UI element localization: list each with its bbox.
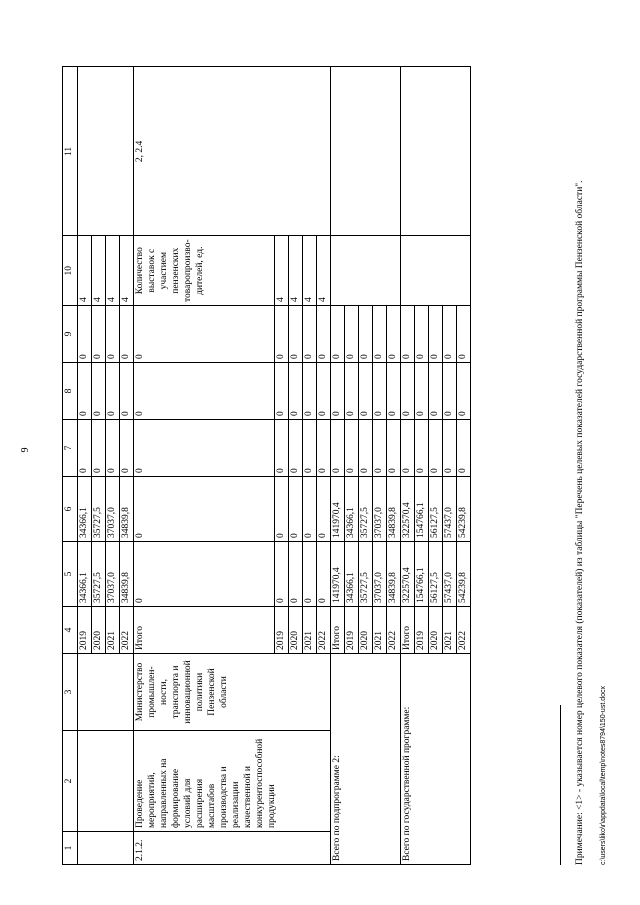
table-cell: 0	[331, 306, 345, 363]
table-cell: 0	[443, 420, 457, 477]
table-cell: 0	[345, 420, 359, 477]
table-cell	[78, 731, 134, 832]
table-cell: 34839,8	[120, 542, 134, 607]
column-header: 8	[63, 363, 78, 420]
table-cell: 34366,1	[345, 542, 359, 607]
table-cell: 2022	[457, 607, 471, 654]
table-cell: 0	[415, 363, 429, 420]
table-cell: 2019	[345, 607, 359, 654]
table-cell: 0	[92, 363, 106, 420]
indicator-reference: 2, 2.4	[134, 67, 331, 236]
table-cell: 2019	[275, 607, 289, 654]
table-cell: 2020	[92, 607, 106, 654]
table-cell: 0	[359, 306, 373, 363]
table-cell: 4	[92, 236, 106, 306]
table-cell: 0	[415, 420, 429, 477]
column-header: 7	[63, 420, 78, 477]
table-cell: 0	[106, 420, 120, 477]
table-row	[134, 67, 275, 865]
table-cell	[401, 236, 471, 306]
table-cell: 2022	[120, 607, 134, 654]
table-cell: 0	[289, 363, 303, 420]
table-row	[401, 67, 415, 865]
table-cell	[78, 654, 134, 731]
table-cell	[331, 236, 401, 306]
file-path: c:\users\liko\r\appdata\local\temp\notes8794\150-ust.docx	[600, 686, 607, 865]
table-cell: 0	[429, 363, 443, 420]
table-cell: 0	[331, 363, 345, 420]
table-cell: 0	[120, 363, 134, 420]
table-row	[78, 67, 92, 865]
table-cell: 0	[134, 420, 275, 477]
table-cell: 0	[275, 542, 289, 607]
table-cell: 34366,1	[78, 477, 92, 542]
table-cell	[401, 67, 471, 236]
table-cell: 322570,4	[401, 477, 415, 542]
table-cell: 2021	[443, 607, 457, 654]
table-cell: 0	[134, 477, 275, 542]
table-cell: 2021	[106, 607, 120, 654]
measure-number: 2.1.2.	[134, 832, 331, 865]
table-cell: 0	[373, 363, 387, 420]
table-cell: 4	[106, 236, 120, 306]
table-row	[63, 67, 78, 865]
table-cell: Итого	[331, 607, 345, 654]
program-table	[62, 66, 471, 865]
table-cell: 34366,1	[78, 542, 92, 607]
table-cell: 0	[289, 306, 303, 363]
table-cell: 0	[134, 542, 275, 607]
table-cell: 0	[106, 363, 120, 420]
table-cell: 0	[443, 306, 457, 363]
table-cell: 0	[303, 542, 317, 607]
table-cell: 0	[317, 363, 331, 420]
table-cell: 0	[429, 420, 443, 477]
table-cell: 2022	[317, 607, 331, 654]
table-cell: 0	[303, 477, 317, 542]
table-cell: 154766,1	[415, 477, 429, 542]
page-number: 9	[20, 447, 31, 453]
table-cell: 35727,5	[92, 542, 106, 607]
table-cell: 2020	[289, 607, 303, 654]
column-header: 3	[63, 654, 78, 731]
table-cell: 0	[401, 306, 415, 363]
table-cell: 141970,4	[331, 542, 345, 607]
column-header: 10	[63, 236, 78, 306]
indicator-name: Количество выставок с участием пензенских товаропроизво-дителей, ед.	[134, 236, 275, 306]
table-cell: 0	[106, 306, 120, 363]
table-cell: Итого	[134, 607, 275, 654]
footnote-note: Примечание: <1> - указывается номер целевого показателя (показателей) из таблицы "Перечень целевых показателей государственной программы Пензенской области".	[575, 180, 585, 865]
table-cell: Итого	[401, 607, 415, 654]
table-cell: 0	[303, 306, 317, 363]
table-cell: 0	[303, 420, 317, 477]
table-cell: 4	[275, 236, 289, 306]
column-header: 6	[63, 477, 78, 542]
table-cell: 54239,8	[457, 542, 471, 607]
table-cell: 0	[289, 477, 303, 542]
table-cell: 0	[457, 363, 471, 420]
table-cell: 0	[78, 363, 92, 420]
table-cell: 0	[415, 306, 429, 363]
table-cell: 2020	[359, 607, 373, 654]
table-cell: 4	[120, 236, 134, 306]
program-total-label: Всего по государственной программе:	[401, 654, 471, 865]
table-cell: 0	[317, 420, 331, 477]
table-cell: 0	[92, 306, 106, 363]
table-cell: 35727,5	[359, 542, 373, 607]
table-cell: 154766,1	[415, 542, 429, 607]
table-cell: 34839,8	[387, 542, 401, 607]
table-cell: 0	[457, 306, 471, 363]
table-cell: 4	[78, 236, 92, 306]
table-cell: 0	[345, 306, 359, 363]
table-cell: 2022	[387, 607, 401, 654]
table-cell: 37037,0	[106, 542, 120, 607]
table-cell: 0	[359, 420, 373, 477]
table-cell: 0	[457, 420, 471, 477]
table-cell: 2020	[429, 607, 443, 654]
table-cell: 0	[401, 363, 415, 420]
table-cell: 0	[331, 420, 345, 477]
subprogram-total-label: Всего по подпрограмме 2:	[331, 654, 401, 865]
table-cell: 0	[373, 420, 387, 477]
table-cell: 0	[317, 306, 331, 363]
table-cell: 0	[345, 363, 359, 420]
table-cell: 35727,5	[92, 477, 106, 542]
table-cell: 0	[92, 420, 106, 477]
table-cell: 0	[429, 306, 443, 363]
table-cell: 0	[275, 306, 289, 363]
table-cell: 0	[443, 363, 457, 420]
column-header: 2	[63, 731, 78, 832]
table-cell: 57437,0	[443, 542, 457, 607]
table-cell: 0	[387, 420, 401, 477]
table-cell	[78, 832, 134, 865]
table-cell: 37037,0	[373, 477, 387, 542]
table-cell: 0	[373, 306, 387, 363]
table-cell: 57437,0	[443, 477, 457, 542]
table-cell: 2019	[415, 607, 429, 654]
column-header: 9	[63, 306, 78, 363]
table-cell: 2021	[303, 607, 317, 654]
table-cell: 37037,0	[373, 542, 387, 607]
footnote-separator	[560, 705, 561, 865]
table-cell: 0	[134, 363, 275, 420]
table-cell: 0	[317, 477, 331, 542]
table-cell: 0	[134, 306, 275, 363]
table-row	[331, 67, 345, 865]
column-header: 11	[63, 67, 78, 236]
table-cell: 0	[317, 542, 331, 607]
table-cell: 2021	[373, 607, 387, 654]
column-header: 5	[63, 542, 78, 607]
table-cell: 0	[78, 306, 92, 363]
table-cell	[331, 67, 401, 236]
measure-executor: Министерство промышлен-ности, транспорта и инновационной политики Пензенской области	[134, 654, 331, 731]
table-cell: 0	[359, 363, 373, 420]
table-cell: 0	[303, 363, 317, 420]
table-cell: 54239,8	[457, 477, 471, 542]
table-cell: 0	[275, 363, 289, 420]
table-cell: 0	[78, 420, 92, 477]
table-cell: 4	[303, 236, 317, 306]
table-cell: 37037,0	[106, 477, 120, 542]
table-cell: 35727,5	[359, 477, 373, 542]
table-cell: 0	[275, 420, 289, 477]
table-cell: 34839,8	[387, 477, 401, 542]
table-cell: 0	[289, 420, 303, 477]
table-cell: 0	[275, 477, 289, 542]
table-cell: 4	[289, 236, 303, 306]
table-cell: 2019	[78, 607, 92, 654]
table-cell: 56127,5	[429, 542, 443, 607]
table-cell: 0	[387, 306, 401, 363]
table-cell: 34839,8	[120, 477, 134, 542]
table-cell	[78, 67, 134, 236]
column-header: 4	[63, 607, 78, 654]
table-cell: 4	[317, 236, 331, 306]
measure-name: Проведение мероприятий, направленных на формирование условий для расширения масштабов производства и реализации качественной и конкурентоспособной продукции	[134, 731, 331, 832]
table-cell: 0	[289, 542, 303, 607]
table-cell: 0	[120, 306, 134, 363]
table-cell: 0	[120, 420, 134, 477]
column-header: 1	[63, 832, 78, 865]
table-cell: 141970,4	[331, 477, 345, 542]
table-cell: 0	[387, 363, 401, 420]
table-cell: 0	[401, 420, 415, 477]
table-cell: 322570,4	[401, 542, 415, 607]
table-cell: 56127,5	[429, 477, 443, 542]
table-cell: 34366,1	[345, 477, 359, 542]
